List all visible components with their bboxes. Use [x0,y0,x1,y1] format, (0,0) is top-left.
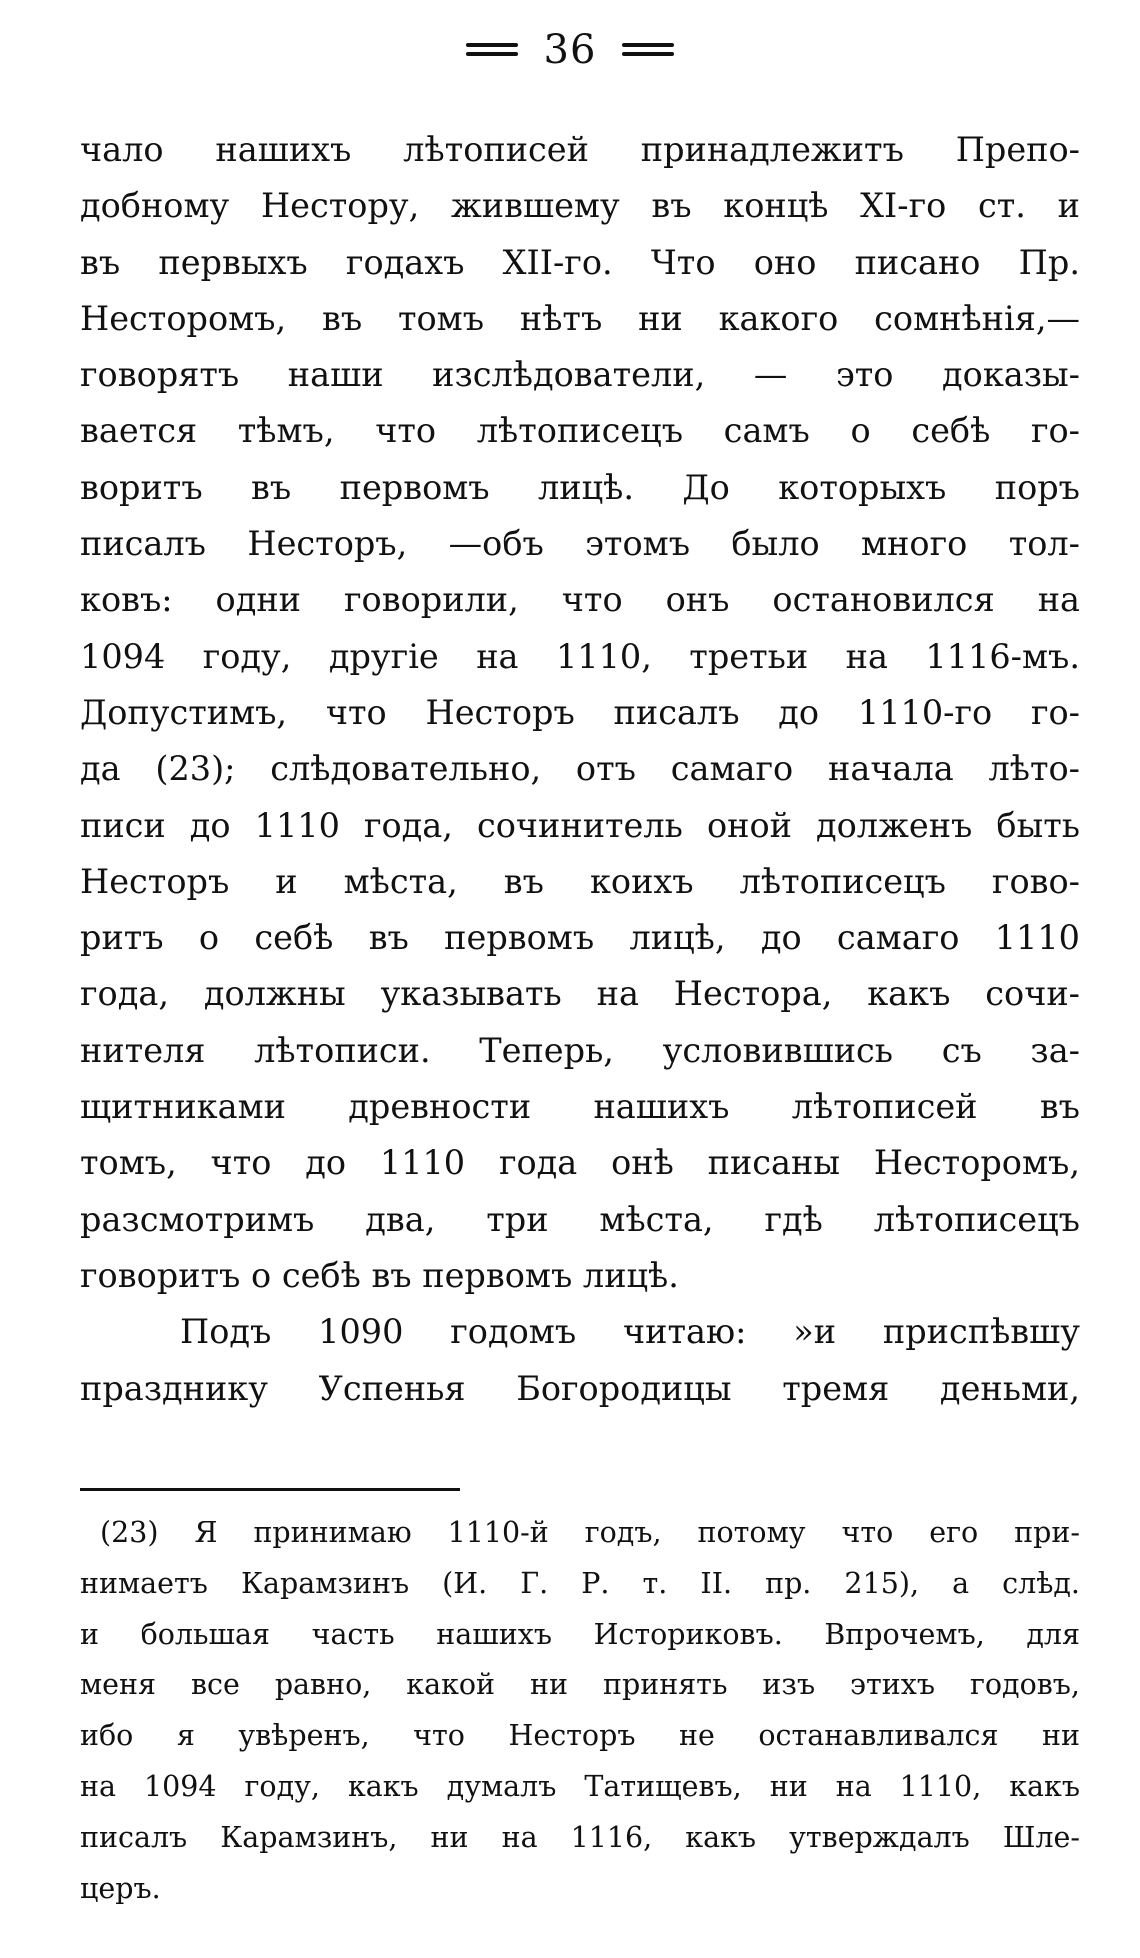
text-line: ковъ: одни говорили, что онъ остановился на [80,580,1080,620]
footnote-line: нимаетъ Карамзинъ (И. Г. Р. т. II. пр. 215), а слѣд. [80,1566,1080,1600]
paragraph-start-line: Подъ 1090 годомъ читаю: »и приспѣвшу [180,1312,1080,1352]
text-line: да (23); слѣдовательно, отъ самаго начала лѣто- [80,749,1080,789]
footnote-line: церъ. [80,1871,161,1905]
text-line: Несторъ и мѣста, въ коихъ лѣтописецъ гово- [80,861,1080,901]
footnote-line: на 1094 году, какъ думалъ Татищевъ, ни на 1110, какъ [80,1769,1080,1803]
text-line: добному Нестору, жившему въ концѣ XI-го ст. и [80,186,1080,226]
footnote-line: меня все равно, какой ни принять изъ этихъ годовъ, [80,1668,1080,1702]
footnote-line: и большая часть нашихъ Историковъ. Впрочемъ, для [80,1617,1080,1651]
text-line: писалъ Несторъ, —объ этомъ было много тол- [80,524,1080,564]
text-line: ритъ о себѣ въ первомъ лицѣ, до самаго 1110 [80,918,1080,958]
text-line: воритъ въ первомъ лицѣ. До которыхъ поръ [80,467,1080,507]
text-line: года, должны указывать на Нестора, какъ сочи- [80,974,1080,1014]
text-line: празднику Успенья Богородицы тремя деньми, [80,1368,1080,1408]
footnote-line: (23) Я принимаю 1110-й годъ, потому что его при- [100,1516,1080,1549]
footnote-separator [80,1488,460,1491]
page-number: 36 [543,27,597,73]
text-line: томъ, что до 1110 года онѣ писаны Несторомъ, [80,1143,1080,1183]
text-line: говоритъ о себѣ въ первомъ лицѣ. [80,1255,679,1295]
main-text [80,122,1080,1417]
header-rule-left [466,41,518,59]
footnote-23 [80,1508,1080,1914]
text-line: 1094 году, другіе на 1110, третьи на 1116-мъ. [80,636,1080,676]
text-line: вается тѣмъ, что лѣтописецъ самъ о себѣ го- [80,411,1080,451]
text-line: говорятъ наши изслѣдователи, — это доказы- [80,355,1080,395]
page-header [0,27,1140,73]
text-line: нителя лѣтописи. Теперь, условившись съ за- [80,1030,1080,1070]
text-line: разсмотримъ два, три мѣста, гдѣ лѣтописецъ [80,1199,1080,1239]
text-line: писи до 1110 года, сочинитель оной долженъ быть [80,805,1080,845]
text-line: щитниками древности нашихъ лѣтописей въ [80,1087,1080,1127]
footnote-line: писалъ Карамзинъ, ни на 1116, какъ утверждалъ Шле- [80,1820,1080,1854]
text-line: въ первыхъ годахъ XII-го. Что оно писано Пр. [80,242,1080,282]
footnote-line: ибо я увѣренъ, что Несторъ не останавливался ни [80,1719,1080,1753]
text-line: Допустимъ, что Несторъ писалъ до 1110-го го- [80,692,1080,732]
text-line: чало нашихъ лѣтописей принадлежитъ Препо- [80,130,1080,169]
header-rule-right [622,41,674,59]
text-line: Несторомъ, въ томъ нѣтъ ни какого сомнѣнія,— [80,298,1080,338]
